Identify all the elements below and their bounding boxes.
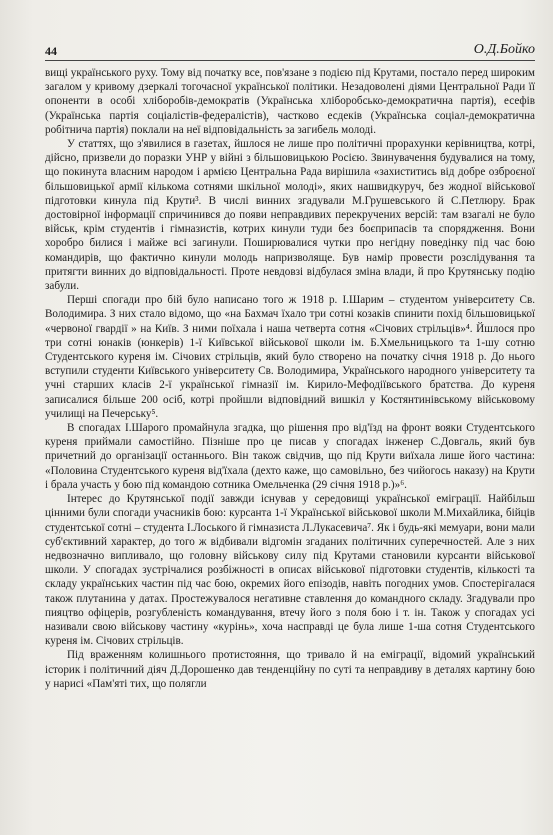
paragraph: Інтерес до Крутянської події завжди існував у середовищі української еміграції. Найбільш цінними були спогади учасників бою: курсанта 1-ї Української військової школи М.Михайлика, бійців студентської сотні – студента І.Лоського й гімназиста Л.Лукасевича⁷. Як і будь-які мемуари, вони мали суб'єктивний характер, до того ж відбивали відгомін згаданих політичних суперечностей. Але з них недвозначно випливало, що головну військову силу під Крутами становили курсанти військової школи. У спогадах зустрічалися розбіжності в описах військової підготовки студентів, кількості та складу українських частин під час бою, окремих його епізодів, навіть погодних умов. Спостерігалася також плутанина у датах. Простежувалося негативне ставлення до командного складу. Згадували про пияцтво офіцерів, розгубленість командування, втечу його з поля бою і т. ін. Також у спогадах усі називали свою військову частину «курінь», хоча насправді це була лише 1-ша сотня Студентського куреня ім. Січових стрільців.: [45, 493, 535, 648]
running-head-author: О.Д.Бойко: [473, 42, 535, 57]
paragraph: У статтях, що з'явилися в газетах, йшлося не лише про політичні прорахунки керівництва, котрі, дійсно, призвели до поразки УНР у війні з більшовицькою Росією. Звинувачення будувалися на тому, що покинута власним народом і армією Центральна Рада вирішила «захиститись від добре озброєної більшовицької армії кількома сотнями шкільної молоді», яких нашвидкуруч, без жодної військової підготовки кинула під Крути³. В числі винних згадували М.Грушевського й С.Петлюру. Брак достовірної інформації спричинився до появи неправдивих перекручених версій: там взагалі не було військ, крім студентів і гімназистів, котрих кинули туди без боєприпасів та спорядження. Вони хоробро билися і майже всі загинули. Поширювалися чутки про негідну поведінку під час бою командирів, що фактично кинули молодь напризволяще. Був намір провести розслідування та притягти винних до відповідальності. Проте невдовзі відбулася зміна влади, й про Крутянську подію забули.: [45, 138, 535, 293]
paragraph: Під враженням колишнього протистояння, що тривало й на еміграції, відомий український історик і політичний діяч Д.Дорошенко дав тенденційну по суті та неправдиву в деталях картину бою у нарисі «Пам'яті тих, що полягли: [45, 649, 535, 690]
running-header: [45, 44, 535, 61]
paragraph: Перші спогади про бій було написано того ж 1918 р. І.Шарим – студентом університету Св. Володимира. З них стало відомо, що «на Бахмач їхало три сотні козаків спинити похід більшовицької «червоної гвардії » на Київ. З ними поїхала і наша четверта сотня «Січових стрільців»⁴. Йшлося про три сотні юнаків (юнкерів) 1-ї Київської військової школи ім. Б.Хмельницького та 1-шу сотню Студентського куреня ім. Січових стрільців, який було створено на початку січня 1918 р. До нього вступили студенти Київського університету Св. Володимира, Українського народного університету та учні старших класів 2-ї української гімназії ім. Кирило-Мефодіївського братства. До куреня записалися більше 200 осіб, котрі пройшли відповідний вишкіл у Костянтинівському військовому училищі на Печерську⁵.: [45, 294, 535, 420]
page-number: 44: [45, 44, 57, 58]
body-text: [45, 66, 535, 691]
paragraph: В спогадах І.Шарого промайнула згадка, що рішення про від'їзд на фронт вояки Студентського куреня приймали самостійно. Пізніше про це писав у спогадах інженер С.Довгаль, який був причетний до організації останнього. Він також свідчив, що під Крути виїхала лише його частина: «Половина Студентського куреня від'їхала (дехто каже, що самовільно, без чийогось наказу) на Крути і брала участь у бою під командою сотника Омельченка (29 січня 1918 р.)»⁶.: [45, 422, 535, 491]
paragraph: вищі українського руху. Тому від початку все, пов'язане з подією під Крутами, постало перед широким загалом у кривому дзеркалі тогочасної української політики. Незадоволені діями Центральної Ради її опоненти в особі хліборобів-демократів (Українська хліборобсько-демократична партія), есефів (Українська партія соціалістів-федералістів), частково есдеків (Українська соціал-демократична робітнича партія) поклали на неї відповідальність за загибель молоді.: [45, 67, 535, 136]
